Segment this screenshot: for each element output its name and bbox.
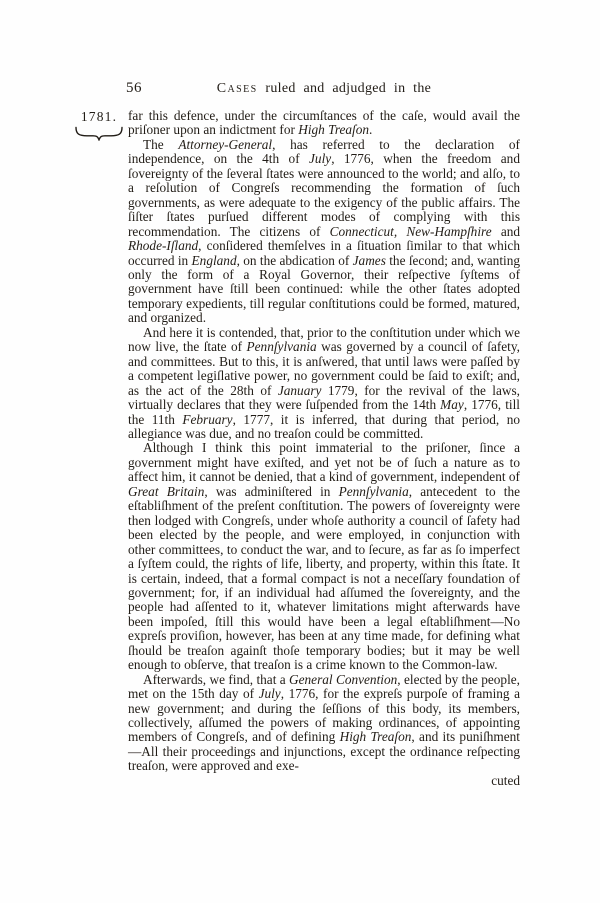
page-number: 56 xyxy=(126,80,142,96)
paragraph: Afterwards, we find, that a General Convention, elected by the people, met on the 15th day of July, 1776, for the expreſs purpoſe of framing a new government; and during the ſeſſions of this body, its members, collectively, aſſumed the powers of making ordinances, of appointing members of Congreſs, and of defining High Treaſon, and its puniſhment—All their proceedings and injunctions, except the ordinance reſpecting treaſon, were approved and exe- xyxy=(128,671,521,774)
paragraphs xyxy=(128,109,520,774)
margin-year-note xyxy=(70,109,128,141)
catchword: cuted xyxy=(491,772,520,788)
running-title-lead: Cases xyxy=(216,81,258,96)
running-title-rest: ruled and adjudged in the xyxy=(257,81,432,96)
year-brace-icon xyxy=(74,125,124,141)
running-title xyxy=(128,81,520,97)
paragraph: far this defence, under the circumſtances of the caſe, would avail the priſoner upon an indictment for High Treaſon. xyxy=(128,108,520,138)
paragraph: Although I think this point immaterial to the priſoner, ſince a government might have exiſted, and yet not be of ſuch a nature as to affect him, it cannot be denied, that a kind of government, independent of Great Britain, was adminiſtered in Pennſylvania, antecedent to the eſtabliſhment of the preſent conſtitution. The powers of ſovereignty were then lodged with Congreſs, under whoſe authority a council of ſafety had been elected by the people, and were employed, in conjunction with other committees, to conduct the war, and to ſecure, as far as ſo imperfect a ſyſtem could, the rights of life, liberty, and property, within this ſtate. It is certain, indeed, that a formal compact is not a neceſſary foundation of government; for, if an individual had aſſumed the ſovereignty, and the people had aſſented to it, whatever limitations might afterwards have been impoſed, ſtill this would have been a legal eſtabliſhment—No expreſs proviſion, however, has been at any time made, for defining what ſhould be treaſon againſt thoſe temporary bodies; but it may be well enough to obſerve, that treaſon is a crime known to the Common-law. xyxy=(128,440,521,673)
paragraph: The Attorney-General, has referred to the declaration of independence, on the 4th of July, 1776, when the freedom and ſovereignty of the ſeveral ſtates were announced to the world; and alſo, to a reſolution of Congreſs recommending the formation of ſuch governments, as were adequate to the exigency of the public affairs. The ſiſter ſtates purſued different modes of complying with this recommendation. The citizens of Connecticut, New-Hampſhire and Rhode-Iſland, conſidered themſelves in a ſituation ſimilar to that which occurred in England, on the abdication of James the ſecond; and, wanting only the form of a Royal Governor, their reſpective ſyſtems of government have ſtill been continued: while the other ſtates adopted temporary expedients, till regular conſtitutions could be formed, matured, and organized. xyxy=(128,136,521,326)
text-block xyxy=(128,109,520,788)
margin-year: 1781. xyxy=(80,109,118,124)
paragraph: And here it is contended, that, prior to the conſtitution under which we now live, the ſtate of Pennſylvania was governed by a council of ſafety, and committees. But to this, it is anſwered, that until laws were paſſed by a competent legiſlative power, no government could be ſaid to exiſt; and, as the act of the 28th of January 1779, for the revival of the laws, virtually declares that they were ſuſpended from the 14th May, 1776, till the 11th February, 1777, it is inferred, that during that period, no allegiance was due, and no treaſon could be committed. xyxy=(128,324,520,441)
